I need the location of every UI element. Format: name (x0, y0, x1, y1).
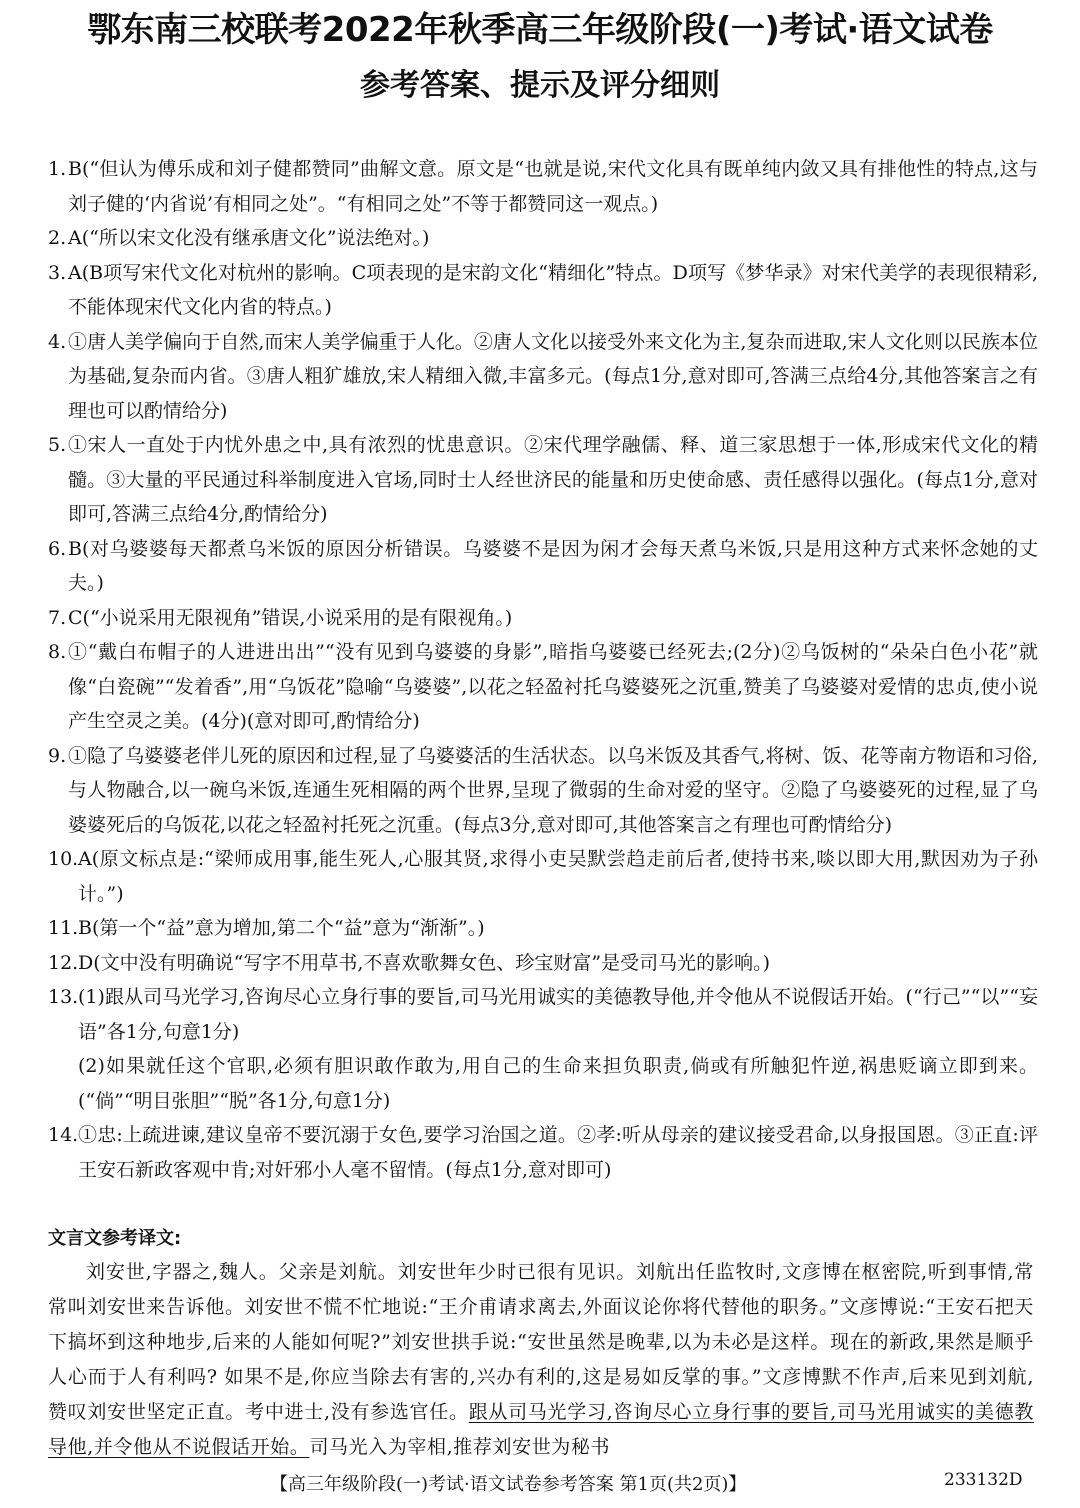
answer-item (48, 152, 1038, 221)
answer-text: A(B项写宋代文化对杭州的影响。C项表现的是宋韵文化“精细化”特点。D项写《梦华录》对宋代美学的表现很精彩,不能体现宋代文化内省的特点。) (68, 261, 1038, 318)
document-subtitle: 参考答案、提示及评分细则 (360, 68, 720, 103)
answer-text: D(文中没有明确说“写字不用草书,不喜欢歌舞女色、珍宝财富”是受司马光的影响。) (78, 951, 771, 974)
answer-text-part2: (2)如果就任这个官职,必须有胆识敢作敢为,用自己的生命来担负职责,倘或有所触犯忤逆,祸患贬谪立即到来。(“倘”“明目张胆”“脱”各1分,句意1分) (78, 1055, 1038, 1112)
answer-number: 3. (48, 261, 67, 284)
answer-number: 5. (48, 434, 67, 456)
answer-number: 7. (48, 606, 67, 629)
answer-number: 1. (48, 158, 67, 180)
answer-item (48, 256, 1038, 325)
translation-part3: 司马光入为宰相,推荐刘安世为秘书 (309, 1436, 611, 1458)
page-footer: 【高三年级阶段(一)考试·语文试卷参考答案 第1页(共2页)】 (270, 1474, 747, 1495)
answer-item (48, 980, 1038, 1118)
answer-number: 10. (48, 848, 79, 870)
answer-number: 4. (48, 330, 67, 353)
answer-item (48, 739, 1038, 843)
answer-number: 8. (48, 641, 67, 663)
answer-text: ①唐人美学偏向于自然,而宋人美学偏重于人化。②唐人文化以接受外来文化为主,复杂而进取,宋人文化则以民族本位为基础,复杂而内省。③唐人粗犷雄放,宋人精细入微,丰富多元。(每点1分,意对即可,答满三点给4分,其他答案言之有理也可以酌情给分) (68, 330, 1038, 422)
answer-number: 14. (48, 1124, 79, 1146)
answer-item (48, 428, 1038, 532)
translation-heading: 文言文参考译文: (48, 1228, 182, 1249)
translation-text (48, 1255, 1034, 1465)
answer-text: B(第一个“益”意为增加,第二个“益”意为“渐渐”。) (78, 917, 485, 939)
answer-number: 2. (48, 227, 67, 249)
answer-item (48, 635, 1038, 739)
answer-item (48, 1118, 1038, 1187)
answer-text: ①忠:上疏进谏,建议皇帝不要沉溺于女色,要学习治国之道。②孝:听从母亲的建议接受君命,以身报国恩。③正直:评王安石新政客观中肯;对奸邪小人毫不留情。(每点1分,意对即可) (78, 1124, 1038, 1181)
answer-number: 12. (48, 951, 79, 974)
answer-text: B(对乌婆婆每天都煮乌米饭的原因分析错误。乌婆婆不是因为闲才会每天煮乌米饭,只是用这种方式来怀念她的丈夫。) (68, 537, 1038, 594)
answer-list (48, 152, 1038, 1187)
answer-item (48, 325, 1038, 429)
answer-text: B(“但认为傅乐成和刘子健都赞同”曲解文意。原文是“也就是说,宋代文化具有既单纯内敛又具有排他性的特点,这与刘子健的‘内省说’有相同之处”。“有相同之处”不等于都赞同这一观点。) (68, 158, 1038, 215)
answer-item (48, 946, 1038, 981)
answer-number: 11. (48, 917, 79, 939)
answer-text: ①隐了乌婆婆老伴儿死的原因和过程,显了乌婆婆活的生活状态。以乌米饭及其香气,将树、饭、花等南方物语和习俗,与人物融合,以一碗乌米饭,连通生死相隔的两个世界,呈现了微弱的生命对爱的坚守。②隐了乌婆婆死的过程,显了乌婆婆死后的乌饭花,以花之轻盈衬托死之沉重。(每点3分,意对即可,其他答案言之有理也可酌情给分) (68, 744, 1038, 836)
answer-number: 6. (48, 537, 67, 560)
translation-part1: 刘安世,字器之,魏人。父亲是刘航。刘安世年少时已很有见识。刘航出任监牧时,文彦博在枢密院,听到事情,常常叫刘安世来告诉他。刘安世不慌不忙地说:“王介甫请求离去,外面议论你将代替他的职务。”文彦博说:“王安石把天下搞坏到这种地步,后来的人能如何呢?”刘安世拱手说:“安世虽然是晚辈,以为未必是这样。现在的新政,果然是顺乎人心而于人有利吗? 如果不是,你应当除去有害的,兴办有利的,这是易如反掌的事。”文彦博默不作声,后来见到刘航,赞叹刘安世坚定正直。考中进士,没有参选官任。 (48, 1261, 1034, 1423)
answer-item (48, 911, 1038, 946)
document-title: 鄂东南三校联考2022年秋季高三年级阶段(一)考试·语文试卷 (87, 10, 993, 50)
answer-text: A(“所以宋文化没有继承唐文化”说法绝对。) (68, 227, 430, 249)
answer-number: 13. (48, 986, 79, 1008)
answer-item (48, 601, 1038, 636)
answer-item (48, 842, 1038, 911)
answer-item (48, 221, 1038, 256)
answer-text: A(原文标点是:“梁师成用事,能生死人,心服其贤,求得小吏吴默尝趋走前后者,使持书来,啖以即大用,默因劝为子孙计。”) (78, 848, 1038, 905)
translation-underlined: 跟从司马光学习,咨询尽心立身行事的要旨,司马光用诚实的美德教导他,并令他从不说假话开始。 (48, 1401, 1034, 1458)
answer-number: 9. (48, 744, 67, 767)
answer-text: C(“小说采用无限视角”错误,小说采用的是有限视角。) (68, 606, 513, 629)
answer-item (48, 532, 1038, 601)
document-code: 233132D (944, 1470, 1023, 1490)
answer-text-part1: (1)跟从司马光学习,咨询尽心立身行事的要旨,司马光用诚实的美德教导他,并令他从不说假话开始。(“行己”“以”“妄语”各1分,句意1分) (78, 986, 1038, 1043)
answer-text: ①“戴白布帽子的人进进出出”“没有见到乌婆婆的身影”,暗指乌婆婆已经死去;(2分)②乌饭树的“朵朵白色小花”就像“白瓷碗”“发着香”,用“乌饭花”隐喻“乌婆婆”,以花之轻盈衬托乌婆婆死之沉重,赞美了乌婆婆对爱情的忠贞,使小说产生空灵之美。(4分)(意对即可,酌情给分) (68, 641, 1038, 732)
answer-text: ①宋人一直处于内忧外患之中,具有浓烈的忧患意识。②宋代理学融儒、释、道三家思想于一体,形成宋代文化的精髓。③大量的平民通过科举制度进入官场,同时士人经世济民的能量和历史使命感、责任感得以强化。(每点1分,意对即可,答满三点给4分,酌情给分) (68, 434, 1038, 525)
